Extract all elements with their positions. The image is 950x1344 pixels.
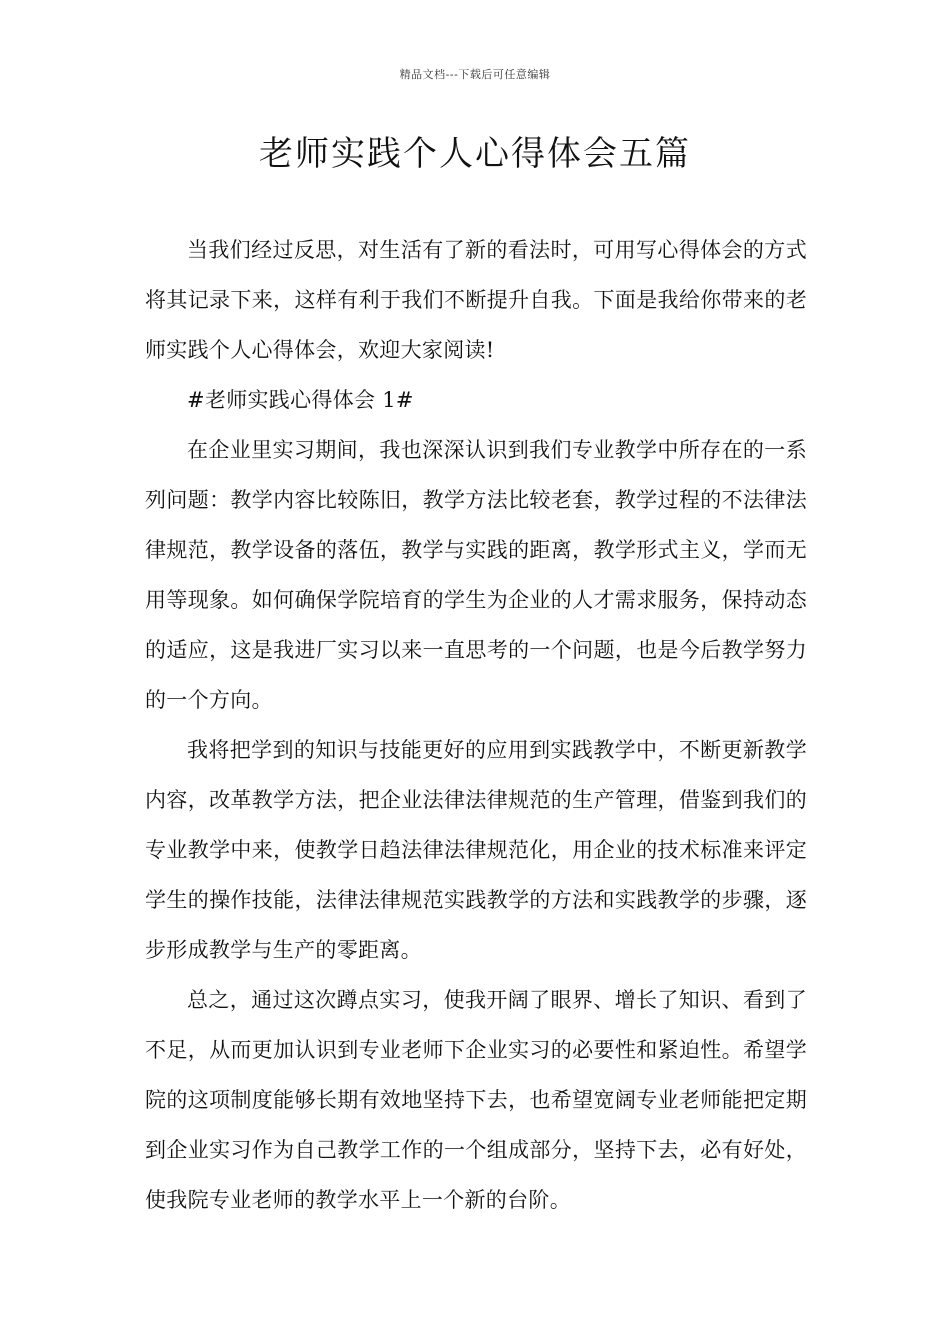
intro-paragraph: 当我们经过反思，对生活有了新的看法时，可用写心得体会的方式将其记录下来，这样有利于我们不断提升自我。下面是我给你带来的老师实践个人心得体会，欢迎大家阅读!	[145, 238, 807, 362]
section-heading: #老师实践心得体会 1#	[187, 388, 414, 412]
header-note: 精品文档---下载后可任意编辑	[399, 68, 551, 81]
body-paragraph: 在企业里实习期间，我也深深认识到我们专业教学中所存在的一系列问题：教学内容比较陈旧，教学方法比较老套，教学过程的不法律法律规范，教学设备的落伍，教学与实践的距离，教学形式主义，学而无用等现象。如何确保学院培育的学生为企业的人才需求服务，保持动态的适应，这是我进厂实习以来一直思考的一个问题，也是今后教学努力的一个方向。	[145, 438, 807, 712]
body-paragraph: 我将把学到的知识与技能更好的应用到实践教学中，不断更新教学内容，改革教学方法，把企业法律法律规范的生产管理，借鉴到我们的专业教学中来，使教学日趋法律法律规范化，用企业的技术标准来评定学生的操作技能，法律法律规范实践教学的方法和实践教学的步骤，逐步形成教学与生产的零距离。	[145, 738, 807, 962]
body-paragraph: 总之，通过这次蹲点实习，使我开阔了眼界、增长了知识、看到了不足，从而更加认识到专业老师下企业实习的必要性和紧迫性。希望学院的这项制度能够长期有效地坚持下去，也希望宽阔专业老师能把定期到企业实习作为自己教学工作的一个组成部分，坚持下去，必有好处，使我院专业老师的教学水平上一个新的台阶。	[145, 988, 807, 1212]
document-title: 老师实践个人心得体会五篇	[259, 134, 691, 174]
document-body	[145, 225, 807, 1225]
